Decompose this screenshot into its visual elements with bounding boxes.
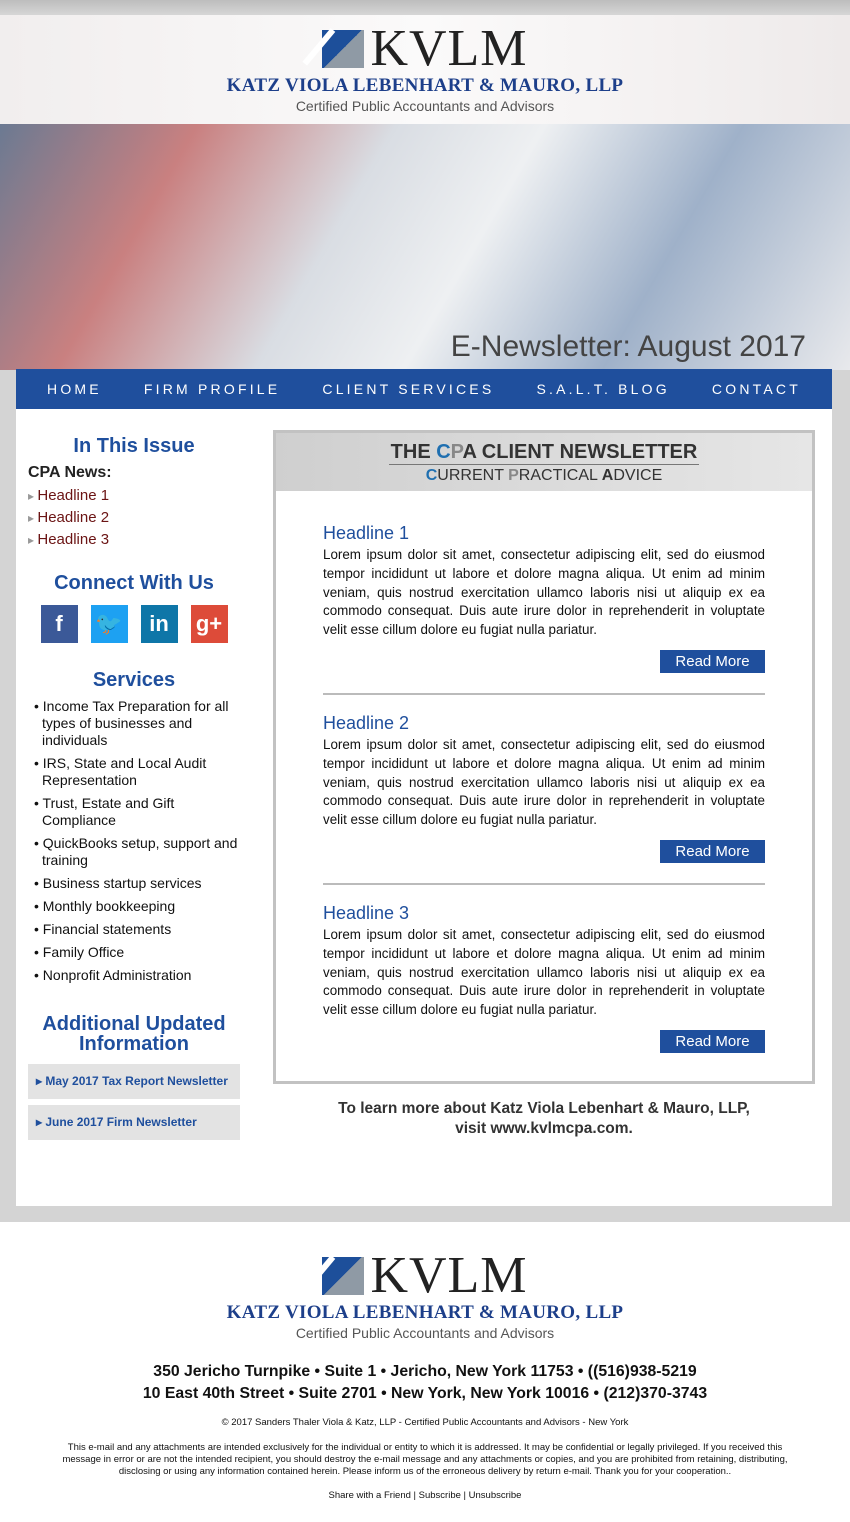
copyright: © 2017 Sanders Thaler Viola & Katz, LLP - Certified Public Accountants and Advisors - New York <box>221 1417 629 1428</box>
june-2017-newsletter-link[interactable]: ▸ June 2017 Firm Newsletter <box>28 1105 240 1140</box>
service-item: • Financial statements <box>28 921 240 938</box>
nav-firm-profile[interactable]: FIRM PROFILE <box>143 381 281 397</box>
services-heading: Services <box>92 669 176 691</box>
may-2017-newsletter-link[interactable]: ▸ May 2017 Tax Report Newsletter <box>28 1064 240 1099</box>
article-body: Lorem ipsum dolor sit amet, consectetur adipiscing elit, sed do eiusmod tempor incididunt ut labore et dolore magna aliqua. Ut enim ad minim veniam, quis nostrud exercitation ullamco laboris nisi ut aliquip ex ea commodo consequat. Duis aute irure dolor in reprehenderit in voluptate velit esse cillum dolore eu fugiat nulla pariatur. <box>323 736 765 828</box>
footer-links: Share with a Friend | Subscribe | Unsubscribe <box>328 1490 522 1501</box>
logo-text: KVLM <box>370 20 528 77</box>
newsletter-heading: THE CPA CLIENT NEWSLETTER <box>390 441 698 463</box>
service-item: • Business startup services <box>28 875 240 892</box>
logo <box>0 15 850 77</box>
logo-mark-icon <box>322 1257 364 1295</box>
issue-link-headline-3[interactable]: ▸ Headline 3 <box>28 531 240 548</box>
newsletter-title: E-Newsletter: August 2017 <box>450 330 806 363</box>
footer-firm-name: KATZ VIOLA LEBENHART & MAURO, LLP <box>226 1302 624 1323</box>
service-item: • Income Tax Preparation for all types of businesses and individuals <box>28 698 240 749</box>
top-band <box>0 0 850 15</box>
learn-more-text: To learn more about Katz Viola Lebenhart & Mauro, LLP, visit www.kvlmcpa.com. <box>338 1100 750 1137</box>
tagline: Certified Public Accountants and Advisors <box>295 98 555 114</box>
social-links <box>28 605 240 643</box>
read-more-button[interactable]: Read More <box>660 840 765 863</box>
disclaimer: This e-mail and any attachments are intended exclusively for the individual or entity to which it is addressed. It may be confidential or legally privileged. If you received this message in error or are not the intended recipient, you should destroy the e-mail message and any attachments or copies, and you are prohibited from retaining, distributing, disclosing or using any information contained herein. Please inform us of the erroneous delivery by return e-mail. Thank you for your cooperation.. <box>62 1442 788 1477</box>
subscribe-link[interactable]: Subscribe <box>418 1490 461 1501</box>
article-headline[interactable]: Headline 1 <box>323 523 410 543</box>
footer-tagline: Certified Public Accountants and Advisors <box>295 1325 555 1341</box>
footer-logo: KVLM <box>0 1254 850 1298</box>
share-link[interactable]: Share with a Friend <box>328 1490 411 1501</box>
twitter-icon[interactable]: 🐦 <box>91 605 128 643</box>
service-item: • Nonprofit Administration <box>28 967 240 984</box>
service-item: • Family Office <box>28 944 240 961</box>
google-plus-icon[interactable]: g+ <box>191 605 228 643</box>
service-item: • IRS, State and Local Audit Representation <box>28 755 240 789</box>
sidebar <box>28 409 240 1140</box>
cpa-news-label: CPA News: <box>28 464 112 481</box>
firm-name: KATZ VIOLA LEBENHART & MAURO, LLP <box>226 75 624 96</box>
article-headline[interactable]: Headline 2 <box>323 712 410 733</box>
nav-contact[interactable]: CONTACT <box>711 381 801 397</box>
newsletter-header <box>276 433 812 491</box>
article-body: Lorem ipsum dolor sit amet, consectetur adipiscing elit, sed do eiusmod tempor incididunt ut labore et dolore magna aliqua. Ut enim ad minim veniam, quis nostrud exercitation ullamco laboris nisi ut aliquip ex ea commodo consequat. Duis aute irure dolor in reprehenderit in voluptate velit esse cillum dolore eu fugiat nulla pariatur. <box>323 926 765 1018</box>
service-item: • Monthly bookkeeping <box>28 898 240 915</box>
hero-image <box>0 124 850 370</box>
issue-link-headline-2[interactable]: ▸ Headline 2 <box>28 509 240 526</box>
connect-heading: Connect With Us <box>54 572 214 594</box>
newsletter-box <box>273 430 815 1084</box>
unsubscribe-link[interactable]: Unsubscribe <box>468 1490 522 1501</box>
footer <box>0 1222 850 1501</box>
issue-link-headline-1[interactable]: ▸ Headline 1 <box>28 487 240 504</box>
article <box>323 885 765 1053</box>
service-item: • Trust, Estate and Gift Compliance <box>28 795 240 829</box>
main-nav <box>16 369 832 409</box>
additional-info-heading: Additional Updated Information <box>42 1013 226 1055</box>
article-body: Lorem ipsum dolor sit amet, consectetur adipiscing elit, sed do eiusmod tempor incididunt ut labore et dolore magna aliqua. Ut enim ad minim veniam, quis nostrud exercitation ullamco laboris nisi ut aliquip ex ea commodo consequat. Duis aute irure dolor in reprehenderit in voluptate velit esse cillum dolore eu fugiat nulla pariatur. <box>323 547 765 638</box>
content-panel <box>16 409 832 1206</box>
in-this-issue-heading: In This Issue <box>73 435 195 457</box>
addresses: 350 Jericho Turnpike • Suite 1 • Jericho, New York 11753 • ((516)938-5219 10 East 40th Street • Suite 2701 • New York, New York 10016 • (212)370-3743 <box>142 1363 708 1402</box>
service-item: • QuickBooks setup, support and training <box>28 835 240 869</box>
facebook-icon[interactable]: f <box>41 605 78 643</box>
read-more-button[interactable]: Read More <box>660 1030 765 1053</box>
content-background <box>0 370 850 1222</box>
header <box>0 15 850 124</box>
article <box>323 695 765 885</box>
linkedin-icon[interactable]: in <box>141 605 178 643</box>
nav-home[interactable]: HOME <box>47 381 102 397</box>
article-headline[interactable]: Headline 3 <box>323 902 410 923</box>
logo-mark-icon <box>322 30 364 68</box>
newsletter-subheading: CURRENT PRACTICAL ADVICE <box>425 467 663 484</box>
nav-salt-blog[interactable]: S.A.L.T. BLOG <box>536 381 670 397</box>
services-list <box>28 698 240 984</box>
read-more-button[interactable]: Read More <box>660 650 765 673</box>
article <box>323 491 765 695</box>
nav-client-services[interactable]: CLIENT SERVICES <box>322 381 495 397</box>
